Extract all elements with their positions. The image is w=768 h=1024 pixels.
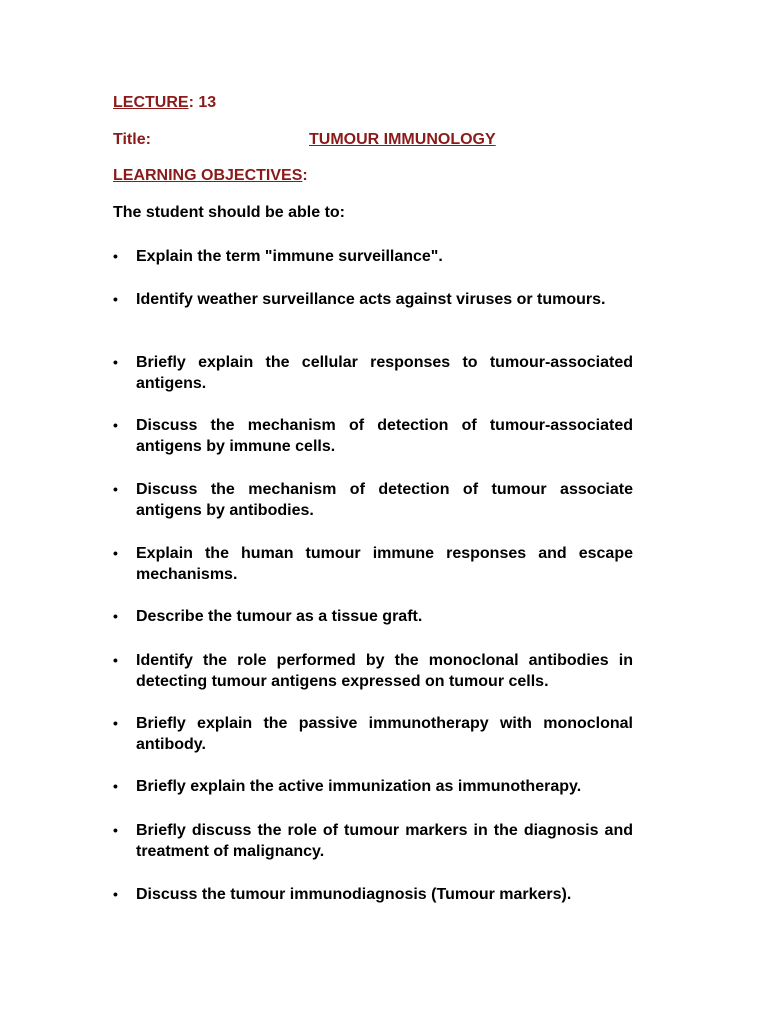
bullet-icon: • [113,822,118,838]
objective-text: Describe the tumour as a tissue graft. [136,608,423,625]
objective-text: Explain the term "immune surveillance". [136,248,443,265]
objective-text: Identify the role performed by the monoclonal antibodies in detecting tumour antigens expressed on tumour cells. [136,652,633,690]
objectives-heading [113,166,308,186]
objective-text: Briefly explain the active immunization as immunotherapy. [136,778,582,795]
bullet-icon: • [113,481,118,497]
objectives-heading-text: LEARNING OBJECTIVES [113,167,303,184]
objective-text: Briefly explain the passive immunotherapy with monoclonal antibody. [136,715,633,753]
bullet-icon: • [113,248,118,264]
objective-text: Discuss the mechanism of detection of tumour associate antigens by antibodies. [136,481,633,519]
bullet-icon: • [113,778,118,794]
bullet-icon: • [113,715,118,731]
bullet-icon: • [113,545,118,561]
lecture-line [113,93,216,113]
objective-text: Briefly discuss the role of tumour markers in the diagnosis and treatment of malignancy. [136,822,633,860]
objective-text: Identify weather surveillance acts against viruses or tumours. [136,291,606,308]
bullet-icon: • [113,886,118,902]
objective-text: Discuss the tumour immunodiagnosis (Tumour markers). [136,886,572,903]
lecture-colon: : [188,94,194,111]
objective-text: Briefly explain the cellular responses to tumour-associated antigens. [136,354,633,392]
lecture-label: LECTURE [113,94,189,111]
document-title: TUMOUR IMMUNOLOGY [309,131,496,148]
title-label: Title: [113,131,151,148]
bullet-icon: • [113,354,118,370]
lecture-number: 13 [193,94,217,111]
intro-text: The student should be able to: [113,204,345,221]
bullet-icon: • [113,608,118,624]
objective-text: Discuss the mechanism of detection of tumour-associated antigens by immune cells. [136,417,633,455]
objectives-heading-colon: : [302,167,308,184]
bullet-icon: • [113,417,118,433]
bullet-icon: • [113,652,118,668]
objective-text: Explain the human tumour immune responses and escape mechanisms. [136,545,633,583]
bullet-icon: • [113,291,118,307]
